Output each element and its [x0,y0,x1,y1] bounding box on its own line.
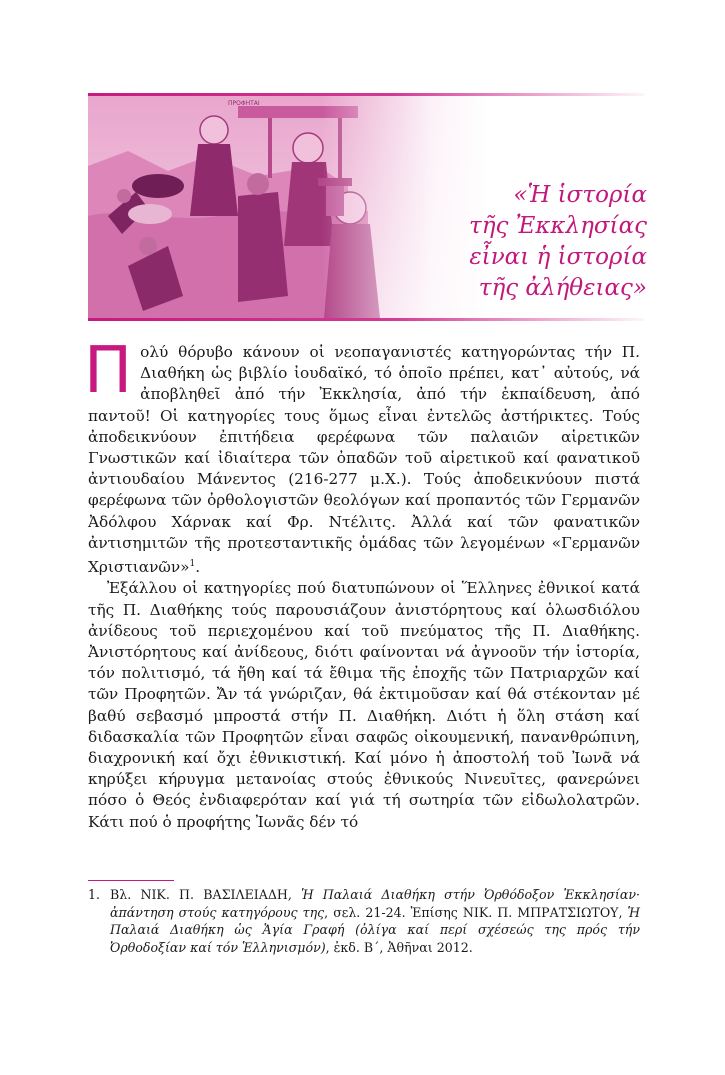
footnote-rule [88,880,174,881]
footnote-number: 1. [88,887,101,902]
footnote-reference: 1 [189,559,196,570]
drop-cap: Π [84,334,133,408]
main-text [84,334,640,833]
footnote-text-3: , ἐκδ. Β΄, Ἀθῆναι 2012. [325,939,473,955]
footnote-title-1: Ἡ Παλαιά Διαθήκη στήν Ὀρθόδοξον Ἐκκλησίαν· ἀπάντηση στούς κατηγόρους της [110,887,640,920]
paragraph-1-text: ολύ θόρυβο κάνουν οἱ νεοπαγανιστές κατηγορώντας τήν Π. Διαθήκη ὡς βιβλίο ἰουδαϊκό, τό ὁποῖο πρέπει, κατ᾽ αὐτούς, νά ἀποβληθεῖ ἀπό τήν Ἐκκλησία, ἀπό τήν ἐκπαίδευση, ἀπό παντοῦ! Οἱ κατηγορίες τους ὅμως εἶναι ἐντελῶς ἀστήρικτες. Τούς ἀποδεικνύουν ἐπιτήδεια φερέφωνα τῶν παλαιῶν αἱρετικῶν Γνωστικῶν καί ἰδιαίτερα τῶν ὀπαδῶν τοῦ αἱρετικοῦ καί φανατικοῦ ἀντιουδαίου Μάνεντος (216-277 μ.Χ.). Τούς ἀποδεικνύουν πιστά φερέφωνα τῶν ὀρθολογιστῶν θεολόγων καί προπαντός τῶν Γερμανῶν Ἀδόλφου Χάρνακ καί Φρ. Ντέλιτς. Ἀλλά καί τῶν φανατικῶν ἀντισημιτῶν τῆς προτεσταντικῆς ὁμάδας τῶν λεγομένων «Γερμανῶν Χριστιανῶν» [88,343,640,577]
quote-line-2: τῆς Ἐκκλησίας [469,213,647,239]
quote-line-4: τῆς ἀλήθειας» [478,275,647,301]
paragraph-1 [84,334,640,578]
paragraph-1-end: . [195,558,201,577]
paragraph-2: Ἐξάλλου οἱ κατηγορίες πού διατυπώνουν οἱ Ἕλληνες ἐθνικοί κατά τῆς Π. Διαθήκης τούς παρουσιάζουν ἀνιστόρητους καί ὁλωσδιόλου ἀνίδεους τοῦ περιεχομένου καί τοῦ πνεύματος τῆς Π. Διαθήκης. Ἀνιστόρητους καί ἀνίδεους, διότι φαίνονται νά ἀγνοοῦν τήν ἱστορία, τόν πολιτισμό, τά ἤθη καί τά ἔθιμα τῆς ἐποχῆς τῶν Πατριαρχῶν καί τῶν Προφητῶν. Ἄν τά γνώριζαν, θά ἐκτιμοῦσαν καί θά στέκονταν μέ βαθύ σεβασμό μπροστά στήν Π. Διαθήκη. Διότι ἡ ὅλη στάση καί διδασκαλία τῶν Προφητῶν εἶναι σαφῶς οἰκουμενική, πανανθρώπινη, διαχρονική καί ὄχι ἐθνικιστική. Καί μόνο ἡ ἀποστολή τοῦ Ἰωνᾶ νά κηρύξει κήρυγμα μετανοίας στούς ἐθνικούς Νινευῖτες, φανερώνει πόσο ὁ Θεός ἐνδιαφερόταν καί γιά τή σωτηρία τῶν εἰδωλολατρῶν. Κάτι πού ὁ προφήτης Ἰωνᾶς δέν τό [88,579,640,831]
footnote-title-2: Ἡ Παλαιά Διαθήκη ὡς Ἁγία Γραφή (ὀλίγα καί περί σχέσεώς της πρός τήν Ὀρθοδοξίαν καί τόν Ἑλληνισμόν) [110,904,640,955]
footnote [88,886,640,956]
header-bottom-rule [88,318,644,321]
footnote-text-2: , σελ. 21-24. Ἐπίσης ΝΙΚ. Π. ΜΠΡΑΤΣΙΩΤΟΥ, [324,904,628,920]
pull-quote [347,180,647,304]
footnote-text-1: Βλ. ΝΙΚ. Π. ΒΑΣΙΛΕΙΑΔΗ, [110,887,302,902]
quote-line-1: «Ἡ ἱστορία [513,182,647,208]
quote-line-3: εἶναι ἡ ἱστορία [469,244,647,270]
